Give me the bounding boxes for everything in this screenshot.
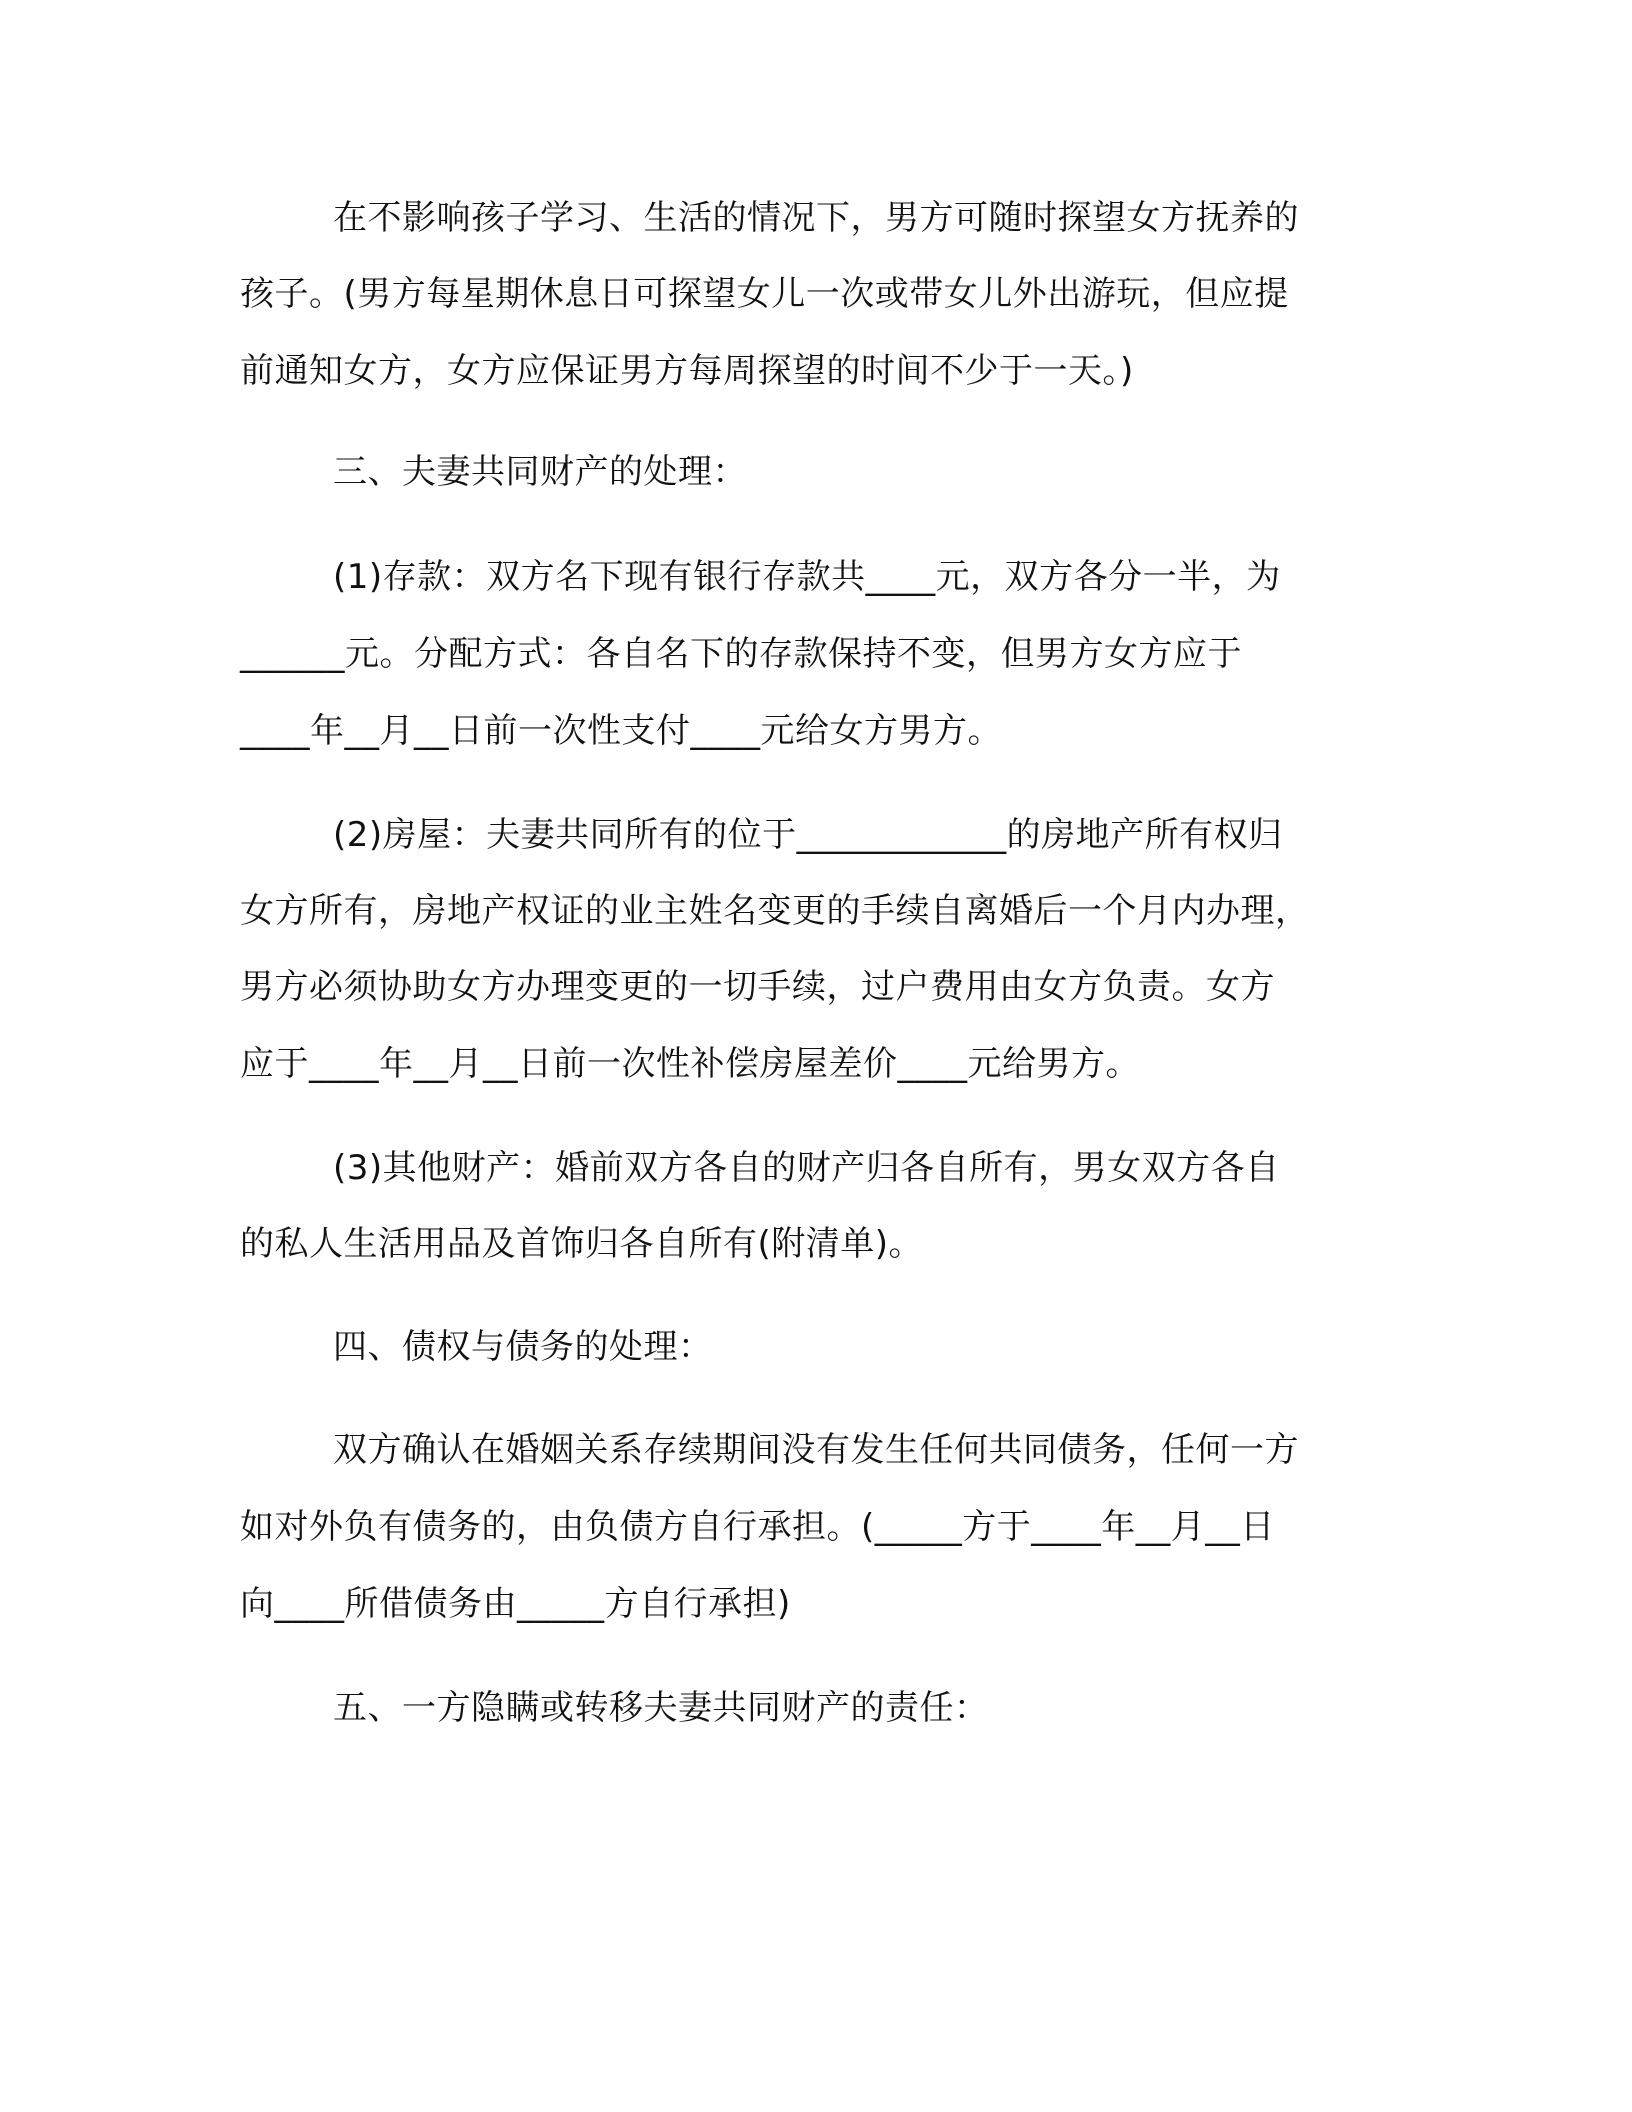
paragraph-line: 孩子。(男方每星期休息日可探望女儿一次或带女儿外出游玩，但应提: [240, 274, 1289, 314]
paragraph-line: 前通知女方，女方应保证男方每周探望的时间不少于一天。): [240, 351, 1134, 391]
section-heading: 五、一方隐瞒或转移夫妻共同财产的责任：: [333, 1688, 989, 1728]
paragraph-line: 向____所借债务由_____方自行承担): [240, 1584, 791, 1624]
paragraph-line: ____年__月__日前一次性支付____元给女方男方。: [240, 711, 1002, 751]
paragraph-line: (1)存款：双方名下现有银行存款共____元，双方各分一半，为: [333, 557, 1281, 597]
paragraph-line: 的私人生活用品及首饰归各自所有(附清单)。: [240, 1224, 924, 1264]
section-heading: 三、夫妻共同财产的处理：: [333, 452, 747, 492]
paragraph-line: (2)房屋：夫妻共同所有的位于____________的房地产所有权归: [333, 815, 1283, 855]
paragraph-line: ______元。分配方式：各自名下的存款保持不变，但男方女方应于: [240, 634, 1242, 674]
paragraph-line: 应于____年__月__日前一次性补偿房屋差价____元给男方。: [240, 1044, 1140, 1084]
section-heading: 四、债权与债务的处理：: [333, 1327, 713, 1367]
paragraph-line: 双方确认在婚姻关系存续期间没有发生任何共同债务，任何一方: [333, 1430, 1299, 1470]
paragraph-line: 男方必须协助女方办理变更的一切手续，过户费用由女方负责。女方: [240, 967, 1275, 1007]
paragraph-line: 女方所有，房地产权证的业主姓名变更的手续自离婚后一个月内办理，: [240, 891, 1310, 931]
paragraph-line: (3)其他财产：婚前双方各自的财产归各自所有，男女双方各自: [333, 1148, 1280, 1188]
paragraph-line: 如对外负有债务的，由负债方自行承担。(_____方于____年__月__日: [240, 1507, 1275, 1547]
paragraph-line: 在不影响孩子学习、生活的情况下，男方可随时探望女方抚养的: [333, 198, 1299, 238]
